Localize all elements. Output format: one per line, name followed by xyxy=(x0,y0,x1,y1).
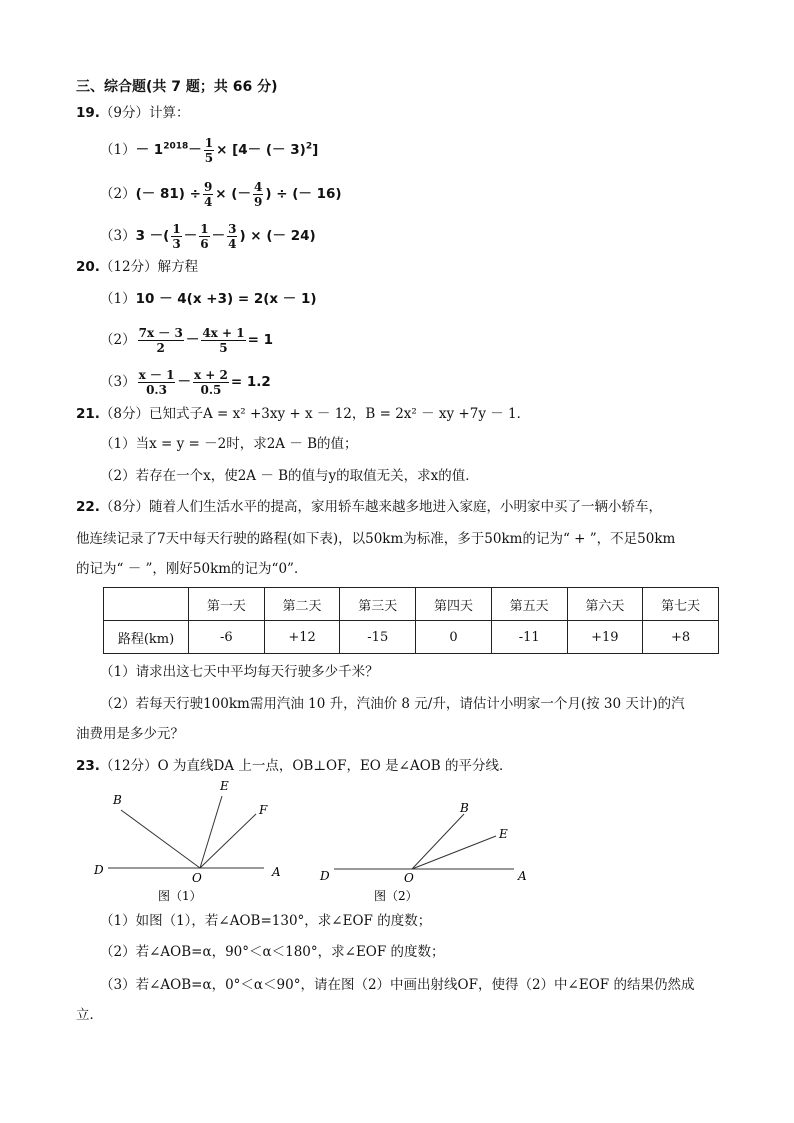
table-cell: 第三天 xyxy=(340,588,416,621)
part-label: （3） xyxy=(100,374,136,390)
expr: 3 －( xyxy=(135,228,170,244)
q22-part2-line2: 油费用是多少元？ xyxy=(76,726,184,742)
figure-2 xyxy=(314,790,534,906)
label-O: O xyxy=(404,871,414,885)
expr: － xyxy=(211,228,226,244)
q19-part1 xyxy=(100,136,318,165)
expr: = 1.2 xyxy=(230,374,271,390)
q23-part3-line2: 立． xyxy=(76,1007,103,1023)
figure-1 xyxy=(86,778,296,906)
fraction: $\frac{4x + 1}{5}$ xyxy=(202,326,245,355)
q20-part3 xyxy=(100,368,271,397)
ray-OB xyxy=(412,814,464,869)
table-cell: 第五天 xyxy=(491,588,567,621)
expr: － xyxy=(177,374,191,390)
q21-part1: （1）当x = y = －2时，求2A － B的值； xyxy=(100,436,358,452)
q22-text-line2: 他连续记录了7天中每天行驶的路程(如下表)，以50km为标准，多于50km的记为“ + ”，不足50km xyxy=(76,531,676,547)
expr: ) × (－ 24) xyxy=(239,228,316,244)
exponent: 2 xyxy=(305,141,313,152)
expr: － 1 xyxy=(135,142,164,158)
question-21-header xyxy=(76,405,530,423)
table-cell: -11 xyxy=(491,621,567,654)
table-cell: +8 xyxy=(643,621,719,654)
label-D: D xyxy=(94,863,104,877)
question-20-header xyxy=(76,258,198,276)
q20-part1 xyxy=(100,290,317,308)
table-cell: 第六天 xyxy=(567,588,643,621)
question-text: 解方程 xyxy=(157,259,199,275)
question-points: （12分） xyxy=(99,259,158,275)
part-label: （2） xyxy=(100,332,136,348)
exponent: 2018 xyxy=(163,141,189,152)
table-cell xyxy=(104,588,189,621)
expr: － xyxy=(185,332,200,348)
q23-part1: （1）如图（1），若∠AOB=130°，求∠EOF 的度数； xyxy=(100,913,432,929)
fraction: $\frac{x - 1}{0.3}$ xyxy=(138,368,175,397)
q19-part3 xyxy=(100,222,316,251)
expr: － xyxy=(188,142,202,158)
q22-part2-line1: （2）若每天行驶100km需用汽油 10 升，汽油价 8 元/升，请估计小明家一个月(按 30 天计)的汽 xyxy=(100,696,685,712)
table-cell: 第二天 xyxy=(264,588,340,621)
question-text: 随着人们生活水平的提高，家用轿车越来越多地进入家庭，小明家中买了一辆小轿车， xyxy=(149,499,663,515)
part-label: （2） xyxy=(100,186,136,202)
question-23-header xyxy=(76,757,513,775)
q20-part2 xyxy=(100,326,273,355)
ray-OB xyxy=(121,810,200,868)
fraction: $\frac{4}{9}$ xyxy=(253,180,263,209)
question-points: （12分） xyxy=(99,758,158,774)
question-text: 已知式子A = x² +3xy + x － 12，B = 2x² － xy +7y － 1． xyxy=(149,406,531,422)
question-text: 计算： xyxy=(149,105,190,121)
table-cell: +19 xyxy=(567,621,643,654)
fraction: $\frac{3}{4}$ xyxy=(228,222,237,251)
question-points: （8分） xyxy=(99,499,150,515)
question-text: O 为直线DA 上一点，OB⊥OF，EO 是∠AOB 的平分线． xyxy=(157,758,513,774)
distance-table xyxy=(103,587,719,654)
label-E: E xyxy=(499,827,508,841)
label-O: O xyxy=(192,871,202,885)
part-label: （1） xyxy=(100,142,136,158)
label-F: F xyxy=(259,803,268,817)
fraction: $\frac{1}{3}$ xyxy=(172,222,181,251)
fraction: $\frac{7x - 3}{2}$ xyxy=(138,326,183,355)
label-A: A xyxy=(272,865,281,879)
fraction: $\frac{1}{6}$ xyxy=(200,222,209,251)
label-B: B xyxy=(460,801,469,815)
expr: ] xyxy=(312,142,319,158)
q23-part2: （2）若∠AOB=α，90°＜α＜180°，求∠EOF 的度数； xyxy=(100,944,445,960)
label-B: B xyxy=(113,793,122,807)
section-title: 三、综合题(共 7 题；共 66 分) xyxy=(76,79,278,95)
table-cell: +12 xyxy=(264,621,340,654)
fraction: $\frac{x + 2}{0.5}$ xyxy=(193,368,228,397)
table-cell: 第四天 xyxy=(416,588,492,621)
question-number: 19. xyxy=(76,105,100,121)
question-number: 22. xyxy=(76,499,100,515)
expr: × [4－ (－ 3) xyxy=(216,142,306,158)
q22-text-line3: 的记为“ － ”，刚好50km的记为“0”． xyxy=(76,561,308,577)
question-number: 21. xyxy=(76,406,100,422)
part-label: （1） xyxy=(100,291,136,307)
expr: × (－ xyxy=(215,186,251,202)
q22-part1: （1）请求出这七天中平均每天行驶多少千米？ xyxy=(100,664,379,680)
question-number: 23. xyxy=(76,758,100,774)
fraction: $\frac{1}{5}$ xyxy=(204,136,214,165)
question-22-header xyxy=(76,498,662,516)
part-label: （3） xyxy=(100,228,136,244)
expr: (－ 81) ÷ xyxy=(135,186,201,202)
table-cell: 第一天 xyxy=(189,588,265,621)
question-points: （9分） xyxy=(99,105,150,121)
expr: ) ÷ (－ 16) xyxy=(265,186,342,202)
q23-part3-line1: （3）若∠AOB=α，0°＜α＜90°，请在图（2）中画出射线OF，使得（2）中∠EOF 的结果仍然成 xyxy=(100,977,695,993)
label-A: A xyxy=(518,869,527,883)
figure-caption: 图（1） xyxy=(158,889,202,903)
figure-caption: 图（2） xyxy=(374,889,418,903)
table-cell: -6 xyxy=(189,621,265,654)
table-row xyxy=(104,621,719,654)
fraction: $\frac{9}{4}$ xyxy=(203,180,213,209)
table-cell: -15 xyxy=(340,621,416,654)
question-number: 20. xyxy=(76,259,100,275)
table-cell: 第七天 xyxy=(643,588,719,621)
ray-OE xyxy=(412,836,496,869)
expr: － xyxy=(183,228,198,244)
expr: = 1 xyxy=(247,332,273,348)
table-header-row xyxy=(104,588,719,621)
q21-part2: （2）若存在一个x，使2A － B的值与y的取值无关，求x的值． xyxy=(100,468,479,484)
label-E: E xyxy=(220,779,229,793)
question-points: （8分） xyxy=(99,406,150,422)
table-cell: 0 xyxy=(416,621,492,654)
equation: 10 － 4(x +3) = 2(x － 1) xyxy=(135,291,317,307)
q19-part2 xyxy=(100,180,342,209)
question-19-header xyxy=(76,104,190,122)
label-D: D xyxy=(320,869,330,883)
table-row-label: 路程(km) xyxy=(104,621,189,654)
